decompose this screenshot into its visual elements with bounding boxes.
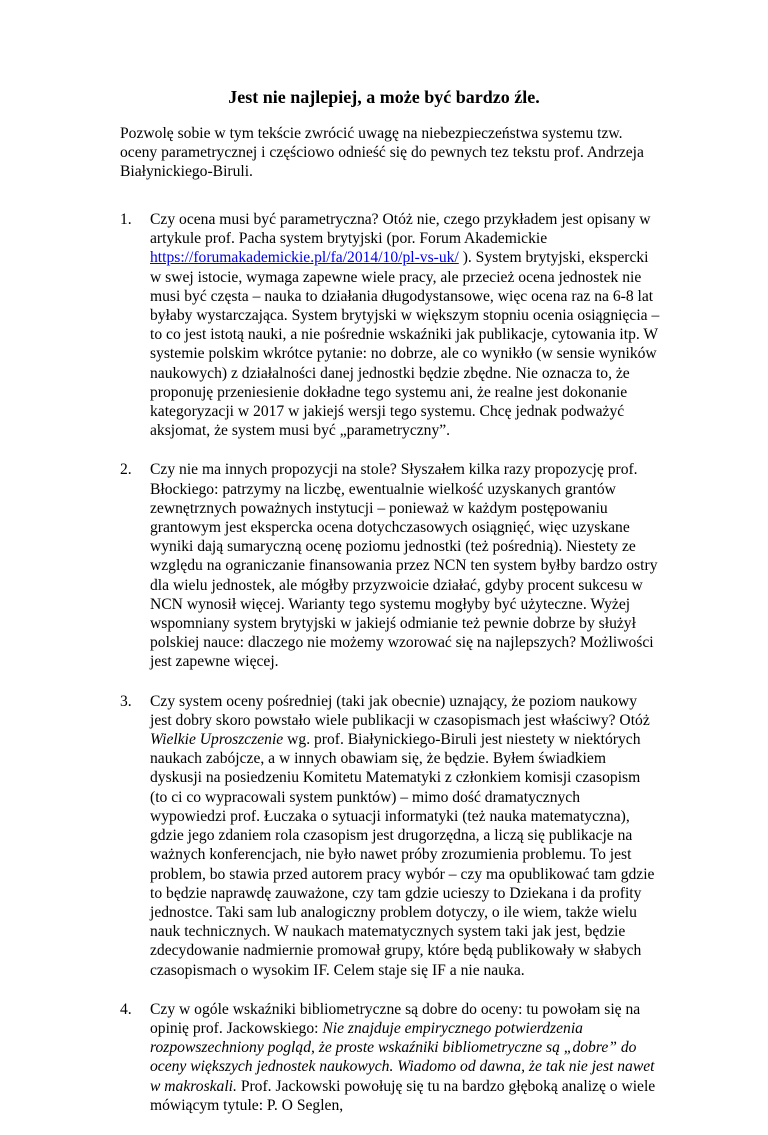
intro-paragraph: Pozwolę sobie w tym tekście zwrócić uwagę na niebezpieczeństwa systemu tzw. oceny parametrycznej i częściowo odnieść się do pewnych tez tekstu prof. Andrzeja Białynickiego-Biruli. bbox=[120, 125, 644, 181]
list-item bbox=[120, 1000, 660, 1115]
list-number: 4. bbox=[120, 1000, 132, 1018]
italic-quote: Nie znajduje empirycznego potwierdzenia rozpowszechniony pogląd, że proste wskaźniki bibliometryczne są „dobre” do oceny większych jednostek naukowych. Wiadomo od dawna, że tak nie jest nawet w makroskali. bbox=[150, 1019, 655, 1095]
list-item-text: Czy nie ma innych propozycji na stole? Słyszałem kilka razy propozycję prof. Błockiego: patrzymy na liczbę, ewentualnie wielkość uzyskanych grantów zewnętrznych poważnych instytucji – ponieważ w każdym postępowaniu grantowym jest ekspercka ocena dotychczasowych osiągnięć, więc uzyskane wyniki dają sumaryczną ocenę poziomu jednostki (też pośrednią). Niestety ze względu na ograniczanie finansowania przez NCN ten system byłby bardzo ostry dla wielu jednostek, ale mógłby przyzwoicie działać, gdyby procent sukcesu w NCN wynosił więcej. Warianty tego systemu mogłyby być użyteczne. Wyżej wspomniany system brytyjski w jakiejś odmianie też pewnie dobrze by służył polskiej nauce: dlaczego nie możemy wzorować się na najlepszych? Możliwości jest zapewne więcej. bbox=[150, 461, 658, 671]
forum-akademickie-link[interactable]: https://forumakademickie.pl/fa/2014/10/pl-vs-uk/ bbox=[150, 249, 459, 267]
list-number: 3. bbox=[120, 692, 132, 710]
list-item bbox=[120, 210, 660, 440]
list-item-text: Czy system oceny pośredniej (taki jak obecnie) uznający, że poziom naukowy jest dobry skoro powstało wiele publikacji w czasopismach jest właściwy? Otóż Wielkie Uproszczenie wg. prof. Białynickiego-Biruli jest niestety w niektórych naukach zabójcze, a w innych obawiam się, że będzie. Byłem świadkiem dyskusji na posiedzeniu Komitetu Matematyki z członkiem komisji czasopism (to ci co wypracowali system punktów) – mimo dość dramatycznych wypowiedzi prof. Łuczaka o sytuacji informatyki (też nauka matematyczna), gdzie jego zdaniem rola czasopism jest drugorzędna, a liczą się publikacje na ważnych konferencjach, nie było nawet próby zrozumienia problemu. To jest problem, bo stawia przed autorem pracy wybór – czy ma opublikować tam gdzie to będzie naprawdę zauważone, czy tam gdzie ucieszy to Dziekana i da profity jednostce. Taki sam lub analogiczny problem dotyczy, o ile wiem, także wielu nauk technicznych. W naukach matematycznych system taki jak jest, będzie zdecydowanie nadmiernie promował grupy, które będą publikowały w słabych czasopismach o wysokim IF. Celem staje się IF a nie nauka. bbox=[150, 692, 655, 979]
list-number: 1. bbox=[120, 211, 132, 228]
numbered-list bbox=[120, 210, 660, 1135]
list-item bbox=[120, 692, 660, 980]
document-title: Jest nie najlepiej, a może być bardzo źle. bbox=[228, 87, 540, 107]
list-number: 2. bbox=[120, 461, 132, 479]
italic-term: Wielkie Uproszczenie bbox=[150, 731, 284, 749]
list-item bbox=[120, 460, 660, 671]
list-item-text: Czy w ogóle wskaźniki bibliometryczne są dobre do oceny: tu powołam się na opinię prof. Jackowskiego: Nie znajduje empirycznego potwierdzenia rozpowszechniony pogląd, że proste wskaźniki bibliometryczne są „dobre” do oceny większych jednostek naukowych. Wiadomo od dawna, że tak nie jest nawet w makroskali. Prof. Jackowski powołuję się tu na bardzo głęboką analizę o wiele mówiącym tytule: P. O Seglen, bbox=[150, 1000, 656, 1114]
list-item-text: Czy ocena musi być parametryczna? Otóż nie, czego przykładem jest opisany w artykule prof. Pacha system brytyjski (por. Forum Akademickie https://forumakademickie.pl/fa/2014/10/pl-vs-uk/ ). System brytyjski, ekspercki w swej istocie, wymaga zapewne wiele pracy, ale przecież ocena jednostek nie musi być częsta – nauka to działania długodystansowe, więc ocena raz na 6-8 lat byłaby wystarczająca. System brytyjski w większym stopniu ocenia osiągnięcia – to co jest istotą nauki, a nie pośrednie wskaźniki jak publikacje, cytowania itp. W systemie polskim wkrótce pytanie: no dobrze, ale co wynikło (w sensie wyników naukowych) z działalności danej jednostki będzie zbędne. Nie oznacza to, że proponuję przeniesienie dokładne tego systemu ani, że realne jest dokonanie kategoryzacji w 2017 w jakiejś wersji tego systemu. Chcę jednak podważyć aksjomat, że system musi być „parametryczny”. bbox=[150, 211, 660, 440]
